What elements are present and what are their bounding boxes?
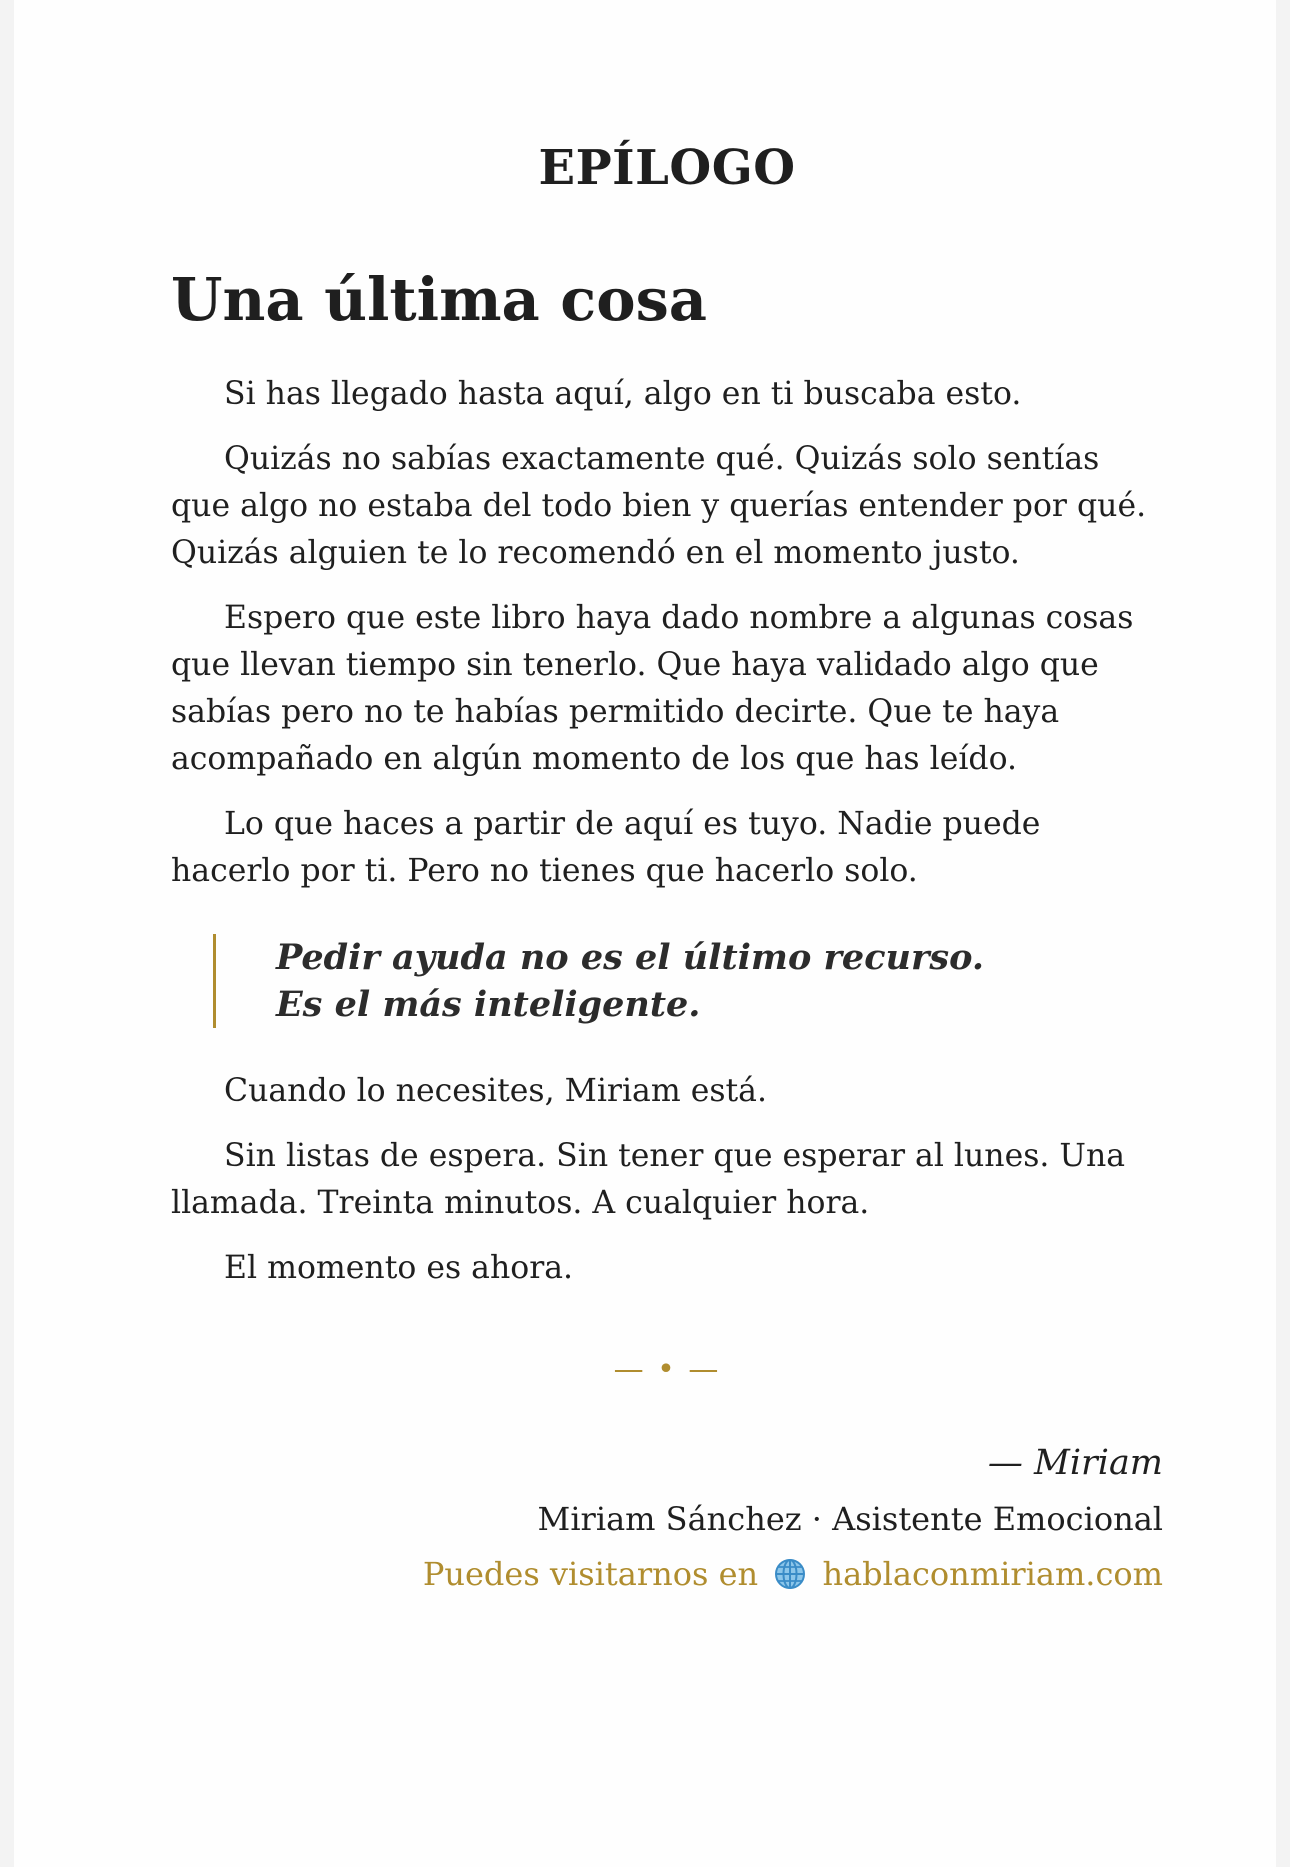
paragraph-4: Lo que haces a partir de aquí es tuyo. Nadie puede hacerlo por ti. Pero no tienes que hacerlo solo. (171, 806, 1041, 889)
paragraph-7: El momento es ahora. (224, 1250, 574, 1286)
signature: — Miriam (987, 1443, 1163, 1483)
body-text (171, 371, 1163, 1310)
globe-icon (774, 1557, 806, 1601)
website-link[interactable]: hablaconmiriam.com (822, 1555, 1163, 1593)
paragraph-2: Quizás no sabías exactamente qué. Quizás solo sentías que algo no estaba del todo bien y querías entender por qué. Quizás alguien te lo recomendó en el momento justo. (171, 441, 1147, 571)
chapter-title: Una última cosa (171, 265, 708, 334)
pull-quote-line-1: Pedir ayuda no es el último recurso. (276, 937, 985, 978)
website-line (171, 1552, 1163, 1601)
paragraph-1: Si has llegado hasta aquí, algo en ti buscaba esto. (224, 376, 1022, 412)
chapter-label: EPÍLOGO (538, 140, 796, 196)
page (14, 0, 1276, 1867)
website-prefix: Puedes visitarnos en (422, 1555, 759, 1593)
author-credit: Miriam Sánchez · Asistente Emocional (537, 1500, 1163, 1538)
pull-quote (213, 934, 1163, 1028)
pull-quote-line-2: Es el más inteligente. (276, 984, 701, 1025)
paragraph-5: Cuando lo necesites, Miriam está. (224, 1073, 767, 1109)
paragraph-3: Espero que este libro haya dado nombre a algunas cosas que llevan tiempo sin tenerlo. Que haya validado algo que sabías pero no te habías permitido decirte. Que te haya acompañado en algún momento de los que has leído. (171, 600, 1134, 777)
paragraph-6: Sin listas de espera. Sin tener que esperar al lunes. Una llamada. Treinta minutos. A cualquier hora. (171, 1138, 1126, 1221)
section-ornament: — • — (613, 1352, 721, 1387)
